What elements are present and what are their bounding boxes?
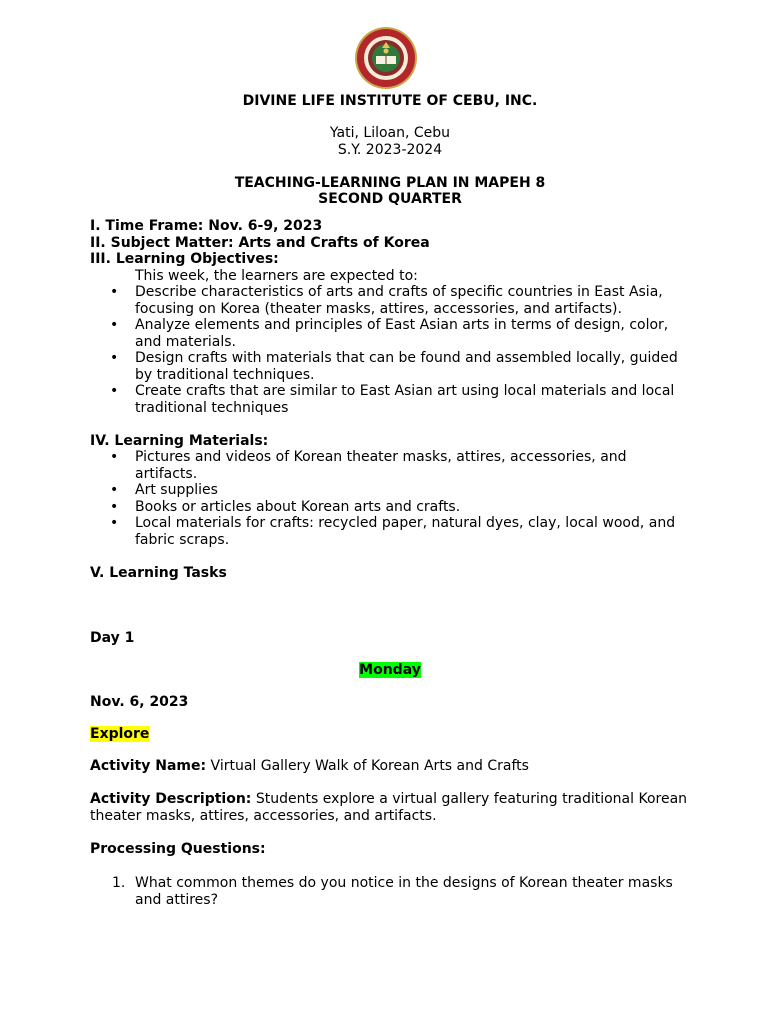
objectives-heading: III. Learning Objectives: — [90, 251, 279, 267]
school-address: Yati, Liloan, Cebu — [329, 125, 451, 141]
bullet-icon: • — [110, 515, 119, 531]
school-year: S.Y. 2023-2024 — [337, 142, 443, 158]
list-item: • Books or articles about Korean arts and crafts. — [110, 498, 461, 515]
materials-list — [90, 449, 690, 548]
weekday-label: Monday — [359, 662, 421, 678]
materials-heading: IV. Learning Materials: — [90, 432, 269, 449]
objectives-list — [90, 284, 690, 416]
bullet-icon: • — [110, 482, 119, 498]
bullet-icon: • — [110, 350, 119, 366]
list-item: • Design crafts with materials that can be found and assembled locally, guided by traditional techniques. — [110, 350, 678, 383]
list-item: • Analyze elements and principles of East Asian arts in terms of design, color, and materials. — [110, 317, 669, 350]
list-item: 1. What common themes do you notice in the designs of Korean theater masks and attires? — [112, 875, 673, 908]
bullet-icon: • — [110, 284, 119, 300]
tasks-heading: V. Learning Tasks — [90, 564, 227, 581]
bullet-icon: • — [110, 498, 119, 515]
school-name: DIVINE LIFE INSTITUTE OF CEBU, INC. — [242, 93, 538, 109]
list-item: • Pictures and videos of Korean theater masks, attires, accessories, and artifacts. — [110, 449, 627, 482]
list-item: • Art supplies — [110, 482, 218, 498]
bullet-icon: • — [110, 317, 119, 333]
activity-name: Activity Name: Virtual Gallery Walk of Korean Arts and Crafts — [90, 758, 529, 774]
plan-body — [90, 218, 690, 581]
list-item: • Describe characteristics of arts and crafts of specific countries in East Asia, focusing on Korea (theater masks, attires, accessories, and artifacts). — [110, 284, 663, 317]
day-date: Nov. 6, 2023 — [90, 694, 189, 710]
phase-label: Explore — [90, 726, 150, 742]
day-label: Day 1 — [90, 630, 135, 646]
objectives-intro: This week, the learners are expected to: — [135, 267, 418, 284]
time-frame: I. Time Frame: Nov. 6-9, 2023 — [90, 218, 323, 234]
bullet-icon: • — [110, 449, 119, 465]
bullet-icon: • — [110, 383, 119, 399]
quarter-title: SECOND QUARTER — [318, 191, 462, 207]
plan-title: TEACHING-LEARNING PLAN IN MAPEH 8 — [234, 175, 546, 191]
subject-matter: II. Subject Matter: Arts and Crafts of Korea — [90, 234, 430, 251]
list-item: • Create crafts that are similar to East Asian art using local materials and local traditional techniques — [110, 383, 675, 416]
activity-description: Activity Description: Students explore a virtual gallery featuring traditional Korean theater masks, attires, accessories, and artifacts. — [90, 791, 688, 824]
school-seal-logo — [354, 26, 418, 90]
list-item: • Local materials for crafts: recycled paper, natural dyes, clay, local wood, and fabric scraps. — [110, 515, 676, 548]
processing-questions-heading: Processing Questions: — [90, 841, 266, 857]
questions-list — [90, 875, 690, 908]
